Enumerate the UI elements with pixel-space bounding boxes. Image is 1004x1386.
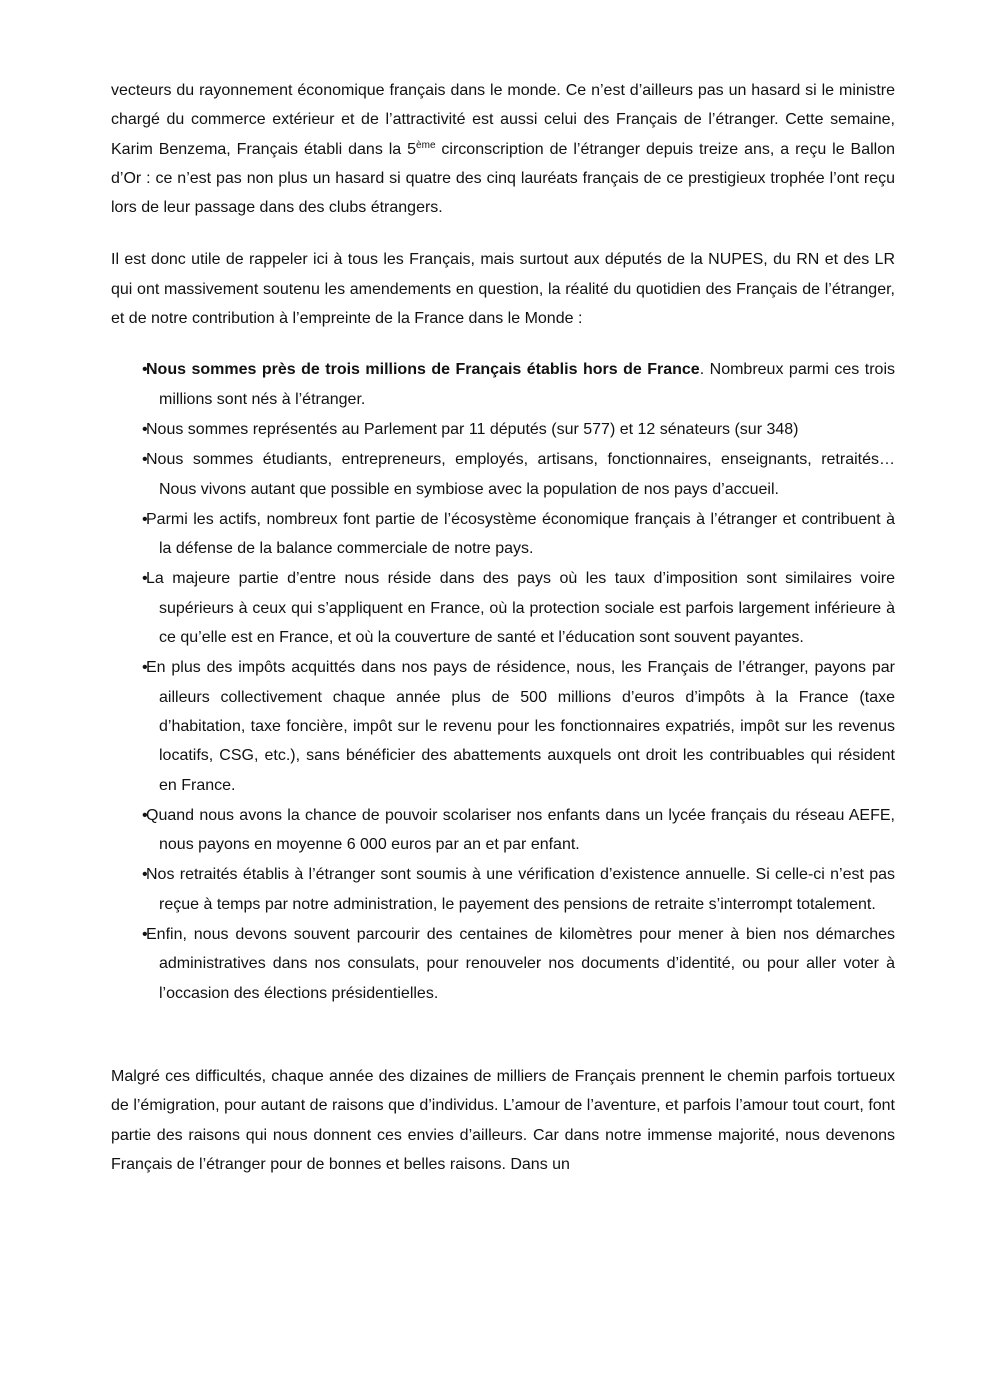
list-item: • La majeure partie d’entre nous réside dans des pays où les taux d’imposition sont similaires voire supérieurs à ceux qui s’appliquent en France, où la protection sociale est parfois largement inférieure à ce qu’elle est en France, et où la couverture de santé et l’éducation sont souvent payantes. <box>111 564 895 652</box>
list-item: • Nous sommes étudiants, entrepreneurs, employés, artisans, fonctionnaires, enseignants, retraités… Nous vivons autant que possible en symbiose avec la population de nos pays d’accueil. <box>111 445 895 504</box>
paragraph-emigration: Malgré ces difficultés, chaque année des dizaines de milliers de Français prennent le chemin parfois tortueux de l’émigration, pour autant de raisons que d’individus. L’amour de l’aventure, et parfois l’amour tout court, font partie des raisons qui nous donnent ces envies d’ailleurs. Car dans notre immense majorité, nous devenons Français de l’étranger pour de bonnes et belles raisons. Dans un <box>111 1067 895 1173</box>
list-item-text: . Nombreux parmi ces trois millions sont nés à l’étranger. <box>159 361 895 408</box>
bold-statement: Nous sommes près de trois millions de Français établis hors de France <box>146 361 700 379</box>
list-item <box>111 355 895 414</box>
list-item: • Enfin, nous devons souvent parcourir des centaines de kilomètres pour mener à bien nos démarches administratives dans nos consulats, pour renouveler nos documents d’identité, ou pour aller voter à l’occasion des élections présidentielles. <box>111 920 895 1008</box>
bullet-list <box>111 355 895 1008</box>
ordinal-superscript: ème <box>416 139 436 151</box>
list-item: • En plus des impôts acquittés dans nos pays de résidence, nous, les Français de l’étranger, payons par ailleurs collectivement chaque année plus de 500 millions d’euros d’impôts à la France (taxe d’habitation, taxe foncière, impôt sur le revenu pour les fonctionnaires expatriés, impôt sur les revenus locatifs, CSG, etc.), sans bénéficier des abattements auxquels ont droit les contribuables qui résident en France. <box>111 653 895 799</box>
paragraph-economic-influence <box>111 76 895 222</box>
paragraph-reminder: Il est donc utile de rappeler ici à tous les Français, mais surtout aux députés de la NUPES, du RN et des LR qui ont massivement soutenu les amendements en question, la réalité du quotidien des Français de l’étranger, et de notre contribution à l’empreinte de la France dans le Monde : <box>111 251 895 328</box>
paragraph-text: circonscription de l’étranger depuis treize ans, a reçu le Ballon d’Or : ce n’est pas non plus un hasard si quatre des cinq lauréats français de ce prestigieux trophée l’ont reçu lors de leur passage dans des clubs étrangers. <box>111 140 896 217</box>
list-item: • Nos retraités établis à l’étranger sont soumis à une vérification d’existence annuelle. Si celle-ci n’est pas reçue à temps par notre administration, le payement des pensions de retraite s’interrompt totalement. <box>111 860 895 919</box>
list-item: • Parmi les actifs, nombreux font partie de l’écosystème économique français à l’étranger et contribuent à la défense de la balance commerciale de notre pays. <box>111 505 895 564</box>
document-body <box>111 76 895 1179</box>
list-item: • Quand nous avons la chance de pouvoir scolariser nos enfants dans un lycée français du réseau AEFE, nous payons en moyenne 6 000 euros par an et par enfant. <box>111 801 895 860</box>
list-item: • Nous sommes représentés au Parlement par 11 députés (sur 577) et 12 sénateurs (sur 348) <box>111 415 895 444</box>
paragraph-text: vecteurs du rayonnement économique français dans le monde. Ce n’est d’ailleurs pas un hasard si le ministre chargé du commerce extérieur et de l’attractivité est aussi celui des Français de l’étranger. Cette semaine, Karim Benzema, Français établi dans la 5 <box>111 82 895 158</box>
